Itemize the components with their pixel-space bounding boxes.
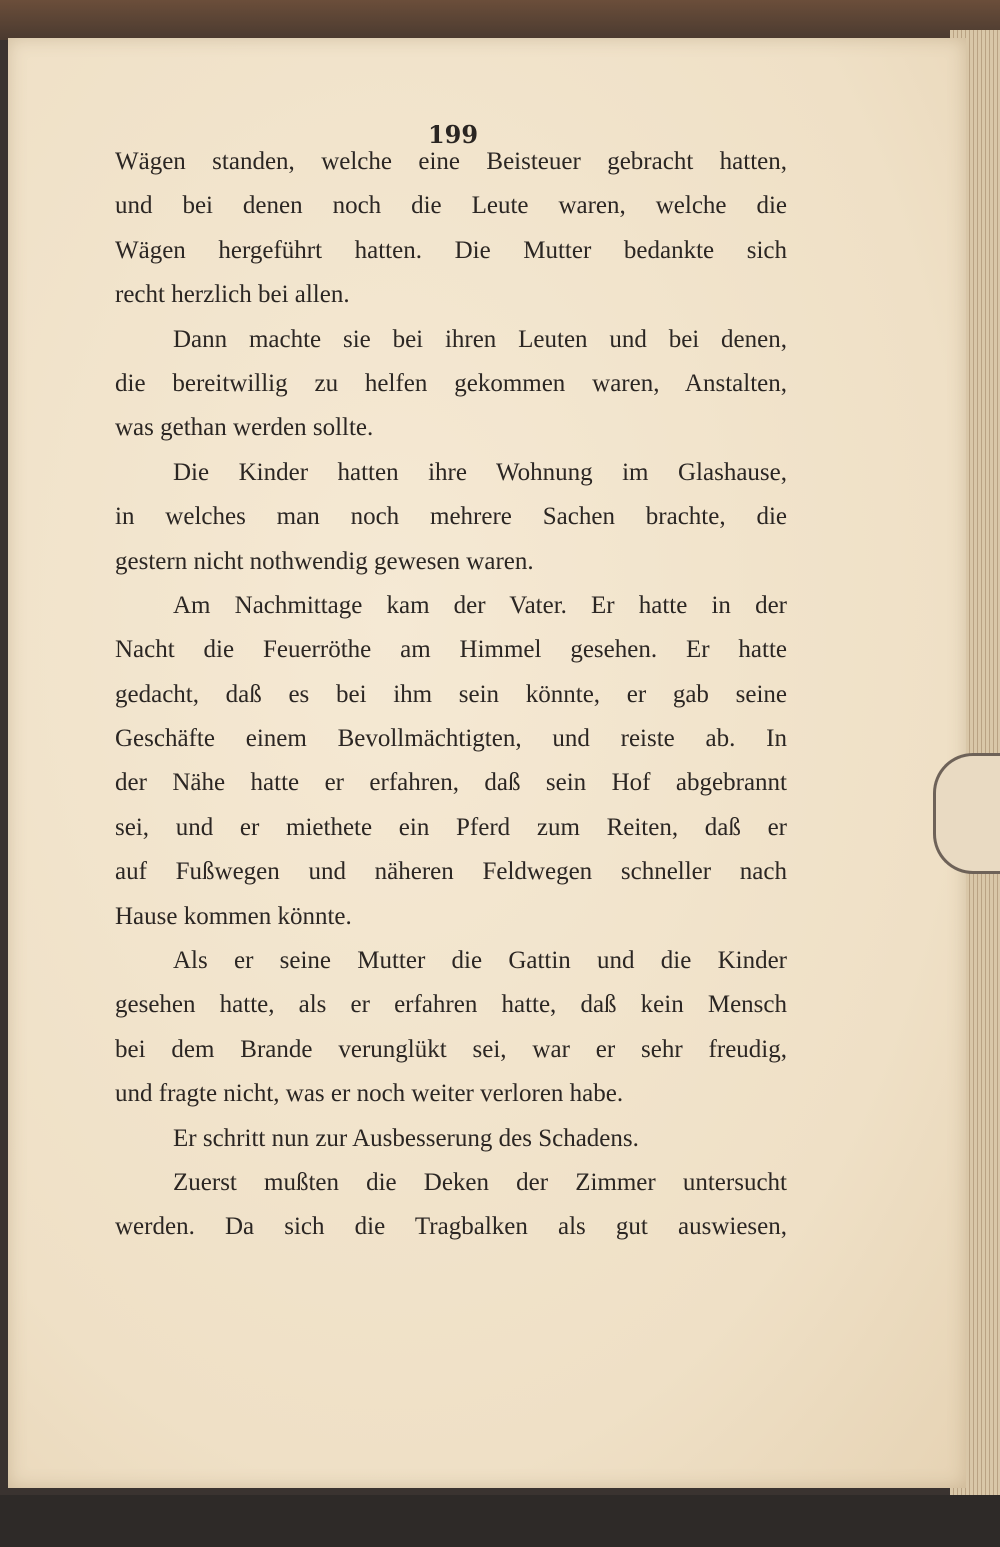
text-line: und bei denen noch die Leute waren, welche die bbox=[115, 192, 787, 220]
text-line: Am Nachmittage kam der Vater. Er hatte in der bbox=[173, 591, 787, 619]
text-line: Wägen standen, welche eine Beisteuer gebracht hatten, bbox=[115, 148, 787, 175]
page-tab-marker bbox=[933, 753, 1000, 874]
body-text bbox=[115, 140, 787, 1250]
text-line: Dann machte sie bei ihren Leuten und bei denen, bbox=[173, 325, 787, 353]
book-cover-bottom bbox=[0, 1495, 1000, 1547]
text-line: die bereitwillig zu helfen gekommen waren, Anstalten, bbox=[115, 369, 787, 397]
text-line: Geschäfte einem Bevollmächtigten, und reiste ab. In bbox=[115, 725, 787, 753]
text-line: auf Fußwegen und näheren Feldwegen schneller nach bbox=[115, 858, 787, 886]
text-line: Wägen hergeführt hatten. Die Mutter bedankte sich bbox=[115, 236, 787, 264]
text-line: gedacht, daß es bei ihm sein könnte, er gab seine bbox=[115, 680, 787, 708]
text-line: recht herzlich bei allen. bbox=[115, 281, 350, 309]
text-line: Die Kinder hatten ihre Wohnung im Glashause, bbox=[173, 458, 787, 486]
book-cover-top bbox=[0, 0, 1000, 40]
text-line: gesehen hatte, als er erfahren hatte, daß kein Mensch bbox=[115, 991, 787, 1019]
text-line: gestern nicht nothwendig gewesen waren. bbox=[115, 547, 534, 575]
text-line: Hause kommen könnte. bbox=[115, 902, 352, 930]
text-line: werden. Da sich die Tragbalken als gut auswiesen, bbox=[115, 1213, 787, 1241]
page-number: 199 bbox=[427, 120, 479, 149]
text-line: in welches man noch mehrere Sachen brachte, die bbox=[115, 503, 787, 531]
text-line: und fragte nicht, was er noch weiter verloren habe. bbox=[115, 1080, 624, 1108]
text-line: Als er seine Mutter die Gattin und die Kinder bbox=[173, 947, 787, 975]
text-line: bei dem Brande verunglükt sei, war er sehr freudig, bbox=[115, 1035, 787, 1063]
text-line: Zuerst mußten die Deken der Zimmer untersucht bbox=[173, 1168, 787, 1196]
text-line: der Nähe hatte er erfahren, daß sein Hof abgebrannt bbox=[115, 769, 787, 797]
text-line: Er schritt nun zur Ausbesserung des Schadens. bbox=[173, 1124, 639, 1152]
text-line: Nacht die Feuerröthe am Himmel gesehen. Er hatte bbox=[115, 636, 787, 664]
text-line: was gethan werden sollte. bbox=[115, 414, 374, 442]
text-line: sei, und er miethete ein Pferd zum Reiten, daß er bbox=[115, 813, 787, 841]
